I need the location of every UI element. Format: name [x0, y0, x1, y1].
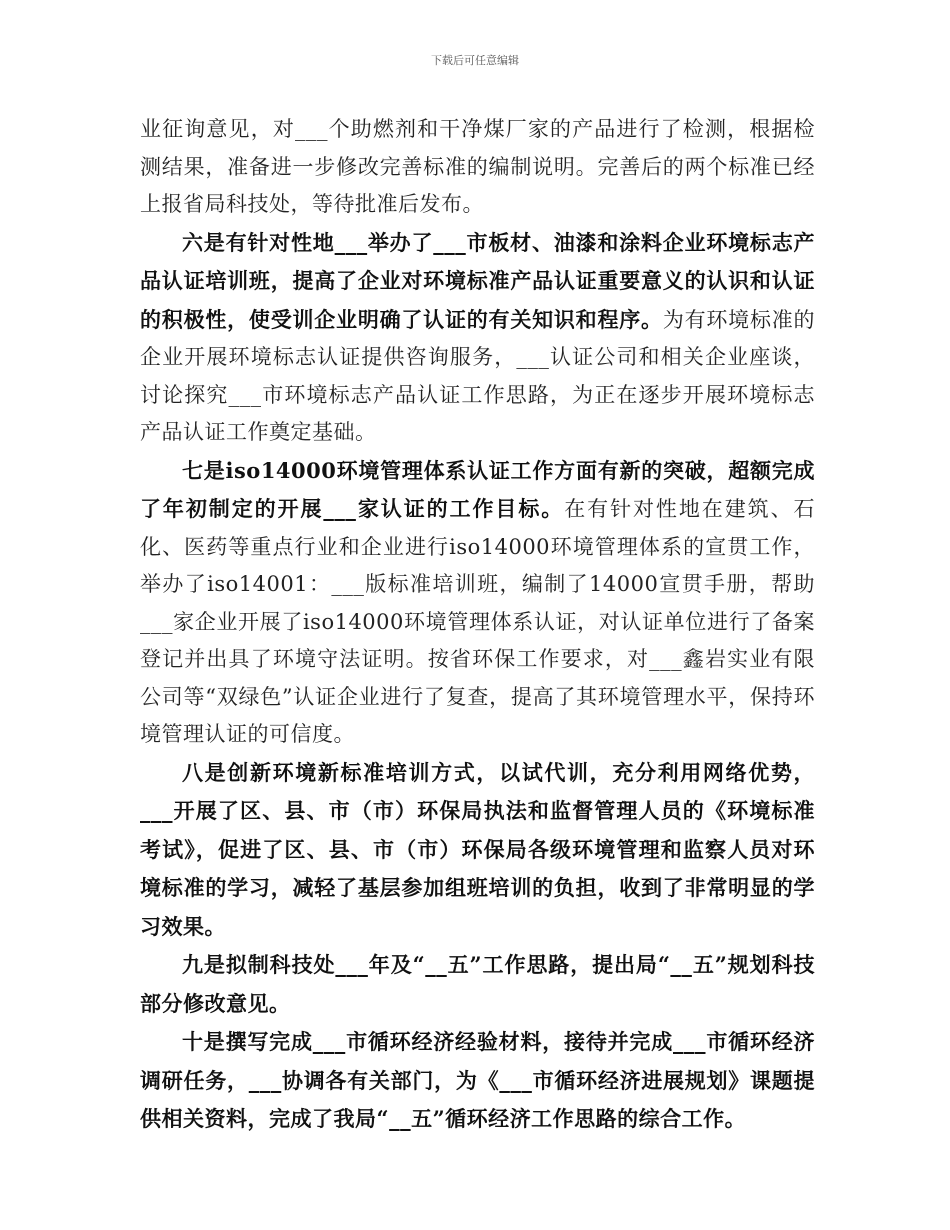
- paragraph-7: [140, 452, 815, 754]
- paragraph-1: [140, 110, 815, 224]
- paragraph-10: [140, 1023, 815, 1139]
- paragraph-6: [140, 224, 815, 452]
- paragraph-10-bold: 十是撰写完成___市循环经济经验材料，接待并完成___市循环经济调研任务，___协调各有关部门，为《___市循环经济进展规划》课题提供相关资料，完成了我局“__五”循环经济工作思路的综合工作。: [140, 1029, 815, 1131]
- page-header: 下载后可任意编辑: [431, 54, 519, 67]
- paragraph-7-text: 在有针对性地在建筑、石化、医药等重点行业和企业进行iso14000环境管理体系的宣贯工作，举办了iso14001：___版标准培训班，编制了14000宣贯手册，帮助___家企业开展了iso14000环境管理体系认证，对认证单位进行了备案登记并出具了环境守法证明。按省环保工作要求，对___鑫岩实业有限公司等“双绿色”认证企业进行了复查，提高了其环境管理水平，保持环境管理认证的可信度。: [140, 497, 816, 746]
- paragraph-1-text: 业征询意见，对___个助燃剂和干净煤厂家的产品进行了检测，根据检测结果，准备进一步修改完善标准的编制说明。完善后的两个标准已经上报省局科技处，等待批准后发布。: [140, 117, 815, 216]
- paragraph-7-bold: 七是iso14000环境管理体系认证工作方面有新的突破，超额完成了年初制定的开展___家认证的工作目标。: [140, 457, 815, 521]
- paragraph-6-bold: 六是有针对性地___举办了___市板材、油漆和涂料企业环境标志产品认证培训班，提高了企业对环境标准产品认证重要意义的认识和认证的积极性，使受训企业明确了认证的有关知识和程序。: [140, 229, 815, 332]
- document-body: [140, 110, 815, 1139]
- paragraph-9-bold: 九是拟制科技处___年及“__五”工作思路，提出局“__五”规划科技部分修改意见。: [140, 952, 815, 1016]
- paragraph-9: [140, 946, 815, 1023]
- paragraph-6-text: 为有环境标准的企业开展环境标志认证提供咨询服务，___认证公司和相关企业座谈，讨论探究___市环境标志产品认证工作思路，为正在逐步开展环境标志产品认证工作奠定基础。: [140, 307, 816, 444]
- paragraph-8-bold: 八是创新环境新标准培训方式，以试代训，充分利用网络优势，___开展了区、县、市（市）环保局执法和监督管理人员的《环境标准考试》，促进了区、县、市（市）环保局各级环境管理和监察人员对环境标准的学习，减轻了基层参加组班培训的负担，收到了非常明显的学习效果。: [140, 759, 815, 939]
- paragraph-8: [140, 754, 815, 947]
